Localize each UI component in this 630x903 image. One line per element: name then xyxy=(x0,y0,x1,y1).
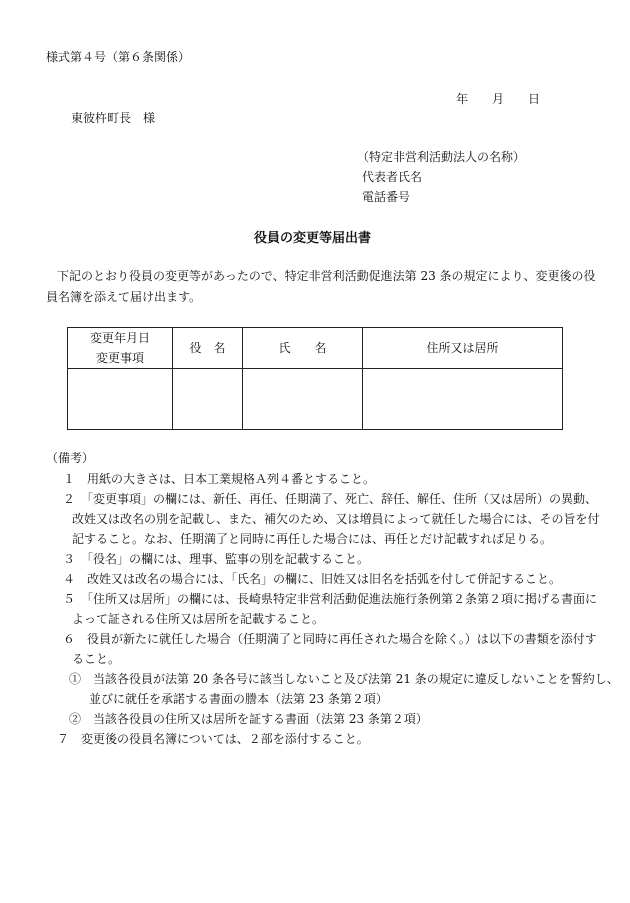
table-header-row xyxy=(68,328,563,369)
header-position: 役 名 xyxy=(173,328,243,369)
note-7: ７ 変更後の役員名簿については、２部を添付すること。 xyxy=(57,732,369,746)
subnote-1-line-1: ① 当該各役員が法第 20 条各号に該当しないこと及び法第 21 条の規定に違反しないことを誓約し、 xyxy=(69,672,619,686)
header-name: 氏 名 xyxy=(243,328,363,369)
body-text-line-1: 下記のとおり役員の変更等があったので、特定非営利活動促進法第 23 条の規定により、変更後の役 xyxy=(57,269,596,283)
note-2-line-1: ２ 「変更事項」の欄には、新任、再任、任期満了、死亡、辞任、解任、住所（又は居所）の異動、 xyxy=(63,492,598,506)
cell-change-date-item[interactable] xyxy=(68,369,173,430)
date-line: 年 月 日 xyxy=(456,92,541,106)
addressee: 東彼杵町長 様 xyxy=(71,111,156,125)
cell-address[interactable] xyxy=(363,369,563,430)
note-5-line-2: よって証される住所又は居所を記載すること。 xyxy=(72,612,325,626)
note-2-line-2: 改姓又は改名の別を記載し、また、補欠のため、又は増員によって就任した場合には、その旨を付 xyxy=(72,512,600,526)
form-number: 様式第４号（第６条関係） xyxy=(46,50,191,64)
note-6-line-2: ること。 xyxy=(72,652,121,666)
subnote-2: ② 当該各役員の住所又は居所を証する書面（法第 23 条第２項） xyxy=(69,712,428,726)
table-row xyxy=(68,369,563,430)
cell-position[interactable] xyxy=(173,369,243,430)
note-6-line-1: ６ 役員が新たに就任した場合（任期満了と同時に再任された場合を除く。）は以下の書類を添付す xyxy=(63,632,597,646)
document-title: 役員の変更等届出書 xyxy=(254,231,372,246)
note-1: １ 用紙の大きさは、日本工業規格Ａ列４番とすること。 xyxy=(63,472,376,486)
notes-header: （備考） xyxy=(46,451,95,465)
header-change-date: 変更年月日 xyxy=(89,331,150,345)
header-change-item: 変更事項 xyxy=(95,351,144,365)
org-name-label: （特定非営利活動法人の名称） xyxy=(357,150,526,164)
cell-name[interactable] xyxy=(243,369,363,430)
phone-label: 電話番号 xyxy=(362,190,411,204)
body-text-line-2: 員名簿を添えて届け出ます。 xyxy=(46,290,202,304)
note-3: ３ 「役名」の欄には、理事、監事の別を記載すること。 xyxy=(63,552,370,566)
note-5-line-1: ５ 「住所又は居所」の欄には、長崎県特定非営利活動促進法施行条例第２条第２項に掲げる書面に xyxy=(63,592,598,606)
header-address: 住所又は居所 xyxy=(363,328,563,369)
subnote-1-line-2: 並びに就任を承諾する書面の謄本（法第 23 条第２項） xyxy=(89,692,388,706)
header-change-date-item xyxy=(68,328,173,369)
officer-change-table xyxy=(67,327,563,430)
note-2-line-3: 記すること。なお、任期満了と同時に再任した場合には、再任とだけ記載すれば足りる。 xyxy=(72,532,553,546)
representative-name-label: 代表者氏名 xyxy=(362,170,423,184)
note-4: ４ 改姓又は改名の場合には、「氏名」の欄に、旧姓又は旧名を括弧を付して併記すること。 xyxy=(63,572,562,586)
